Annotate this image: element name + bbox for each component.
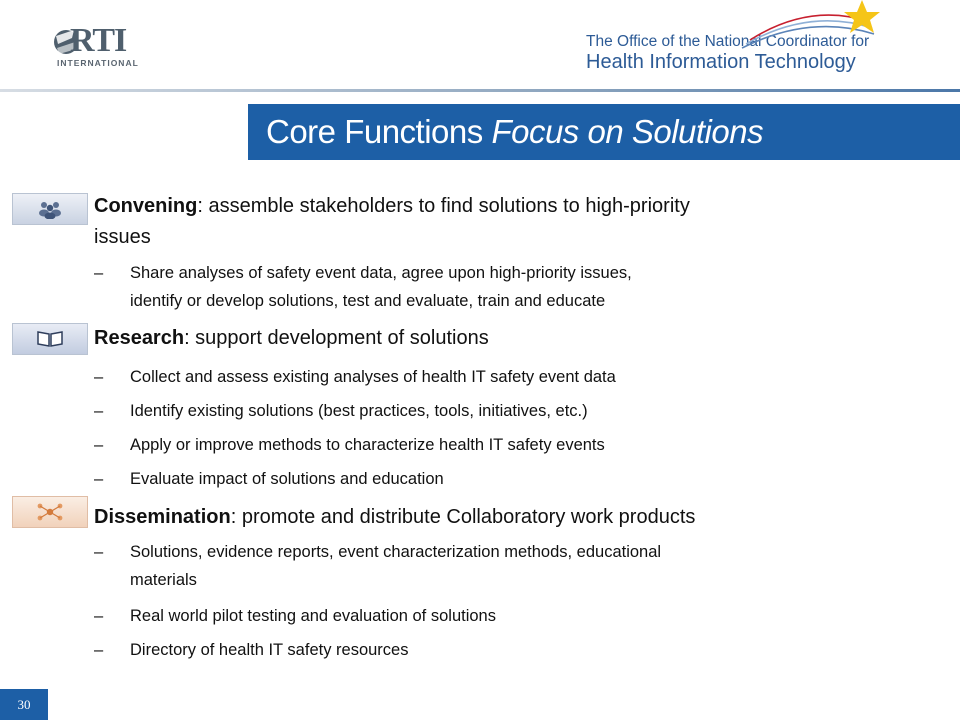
- section-term: Research: [94, 327, 185, 349]
- header-divider: [0, 89, 960, 92]
- bullet-text: Share analyses of safety event data, agree upon high-priority issues,: [130, 264, 632, 282]
- section-term: Convening: [94, 195, 198, 217]
- bullet-dash: –: [94, 436, 104, 454]
- title-regular: Core Functions: [266, 113, 492, 150]
- slide-title-bar: [248, 104, 960, 160]
- onc-logo-line1: The Office of the National Coordinator for: [586, 33, 870, 50]
- bullet-text: Solutions, evidence reports, event characterization methods, educational: [130, 543, 662, 561]
- bullet-dash: –: [94, 402, 104, 420]
- rti-logo-text: RTI: [70, 22, 127, 59]
- bullet-dash: –: [94, 543, 104, 561]
- section-heading-research: [94, 324, 489, 352]
- bullet-dash: –: [94, 470, 104, 488]
- section-heading-convening-cont: issues: [94, 226, 151, 248]
- rti-logo-subtext: INTERNATIONAL: [57, 58, 139, 68]
- people-group-icon: [12, 193, 88, 225]
- bullet-text: Identify existing solutions (best practices, tools, initiatives, etc.): [130, 402, 588, 420]
- bullet-dash: –: [94, 264, 104, 282]
- bullet-text: Apply or improve methods to characterize health IT safety events: [130, 436, 605, 454]
- section-heading-convening: [94, 192, 690, 220]
- bullet-text: identify or develop solutions, test and evaluate, train and educate: [130, 292, 606, 310]
- section-term: Dissemination: [94, 506, 231, 528]
- bullet-text: Evaluate impact of solutions and education: [130, 470, 444, 488]
- network-share-icon: [12, 496, 88, 528]
- bullet-dash: –: [94, 368, 104, 386]
- bullet-text: Collect and assess existing analyses of health IT safety event data: [130, 368, 616, 386]
- section-description: : promote and distribute Collaboratory work products: [230, 506, 696, 528]
- bullet-text: materials: [130, 571, 197, 589]
- section-description: : support development of solutions: [184, 327, 489, 349]
- onc-swoosh-star-icon: [740, 0, 890, 50]
- bullet-text: Real world pilot testing and evaluation of solutions: [130, 607, 496, 625]
- bullet-dash: –: [94, 607, 104, 625]
- title-italic: Focus on Solutions: [491, 113, 764, 150]
- section-heading-dissemination: [94, 503, 695, 531]
- section-description: : assemble stakeholders to find solutions to high-priority: [197, 195, 690, 217]
- bullet-dash: –: [94, 641, 104, 659]
- slide-title: [266, 113, 763, 151]
- onc-logo-line2: Health Information Technology: [586, 51, 856, 73]
- page-number: 30: [0, 689, 48, 720]
- bullet-text: Directory of health IT safety resources: [130, 641, 409, 659]
- open-book-icon: [12, 323, 88, 355]
